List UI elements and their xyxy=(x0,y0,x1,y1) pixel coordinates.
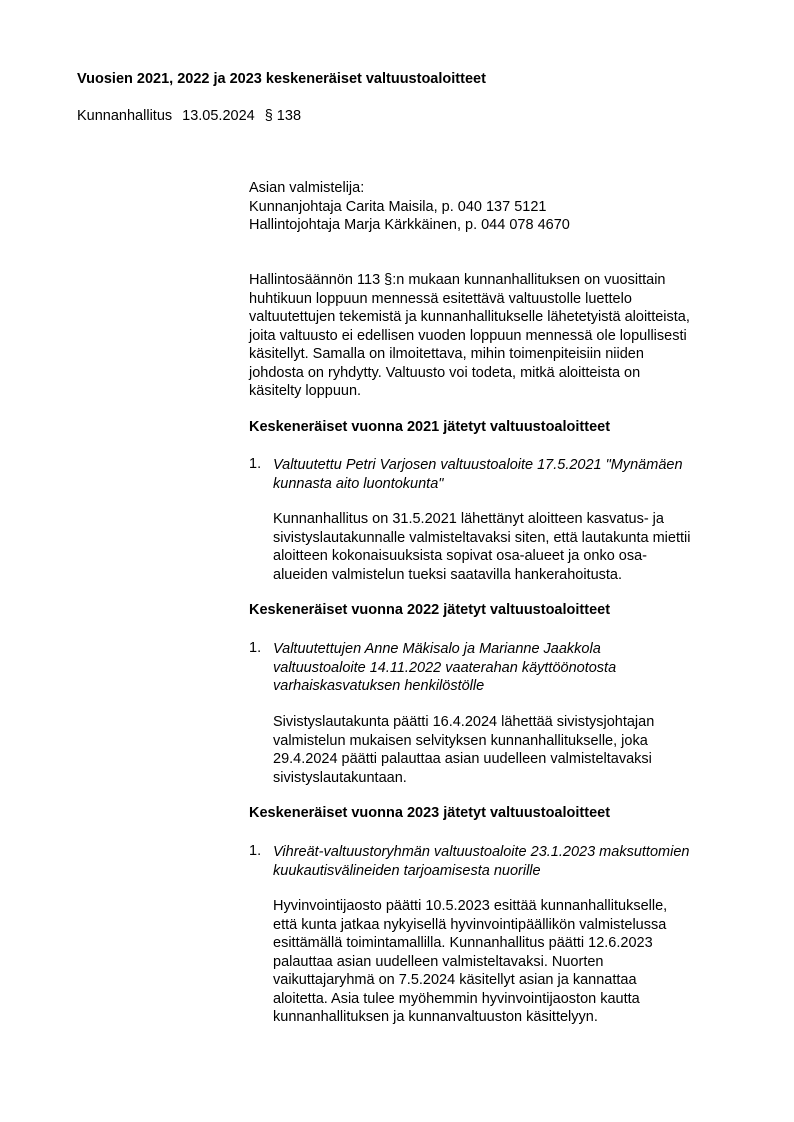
body-line: Sivistyslautakunta päätti 16.4.2024 lähettää sivistysjohtajan xyxy=(273,714,655,730)
initiative-body-2021 xyxy=(249,510,749,584)
initiative-2023 xyxy=(249,843,749,880)
initiative-2021 xyxy=(249,456,749,493)
intro-line: käsitellyt. Samalla on ilmoitettava, mihin toimenpiteisiin niiden xyxy=(249,346,644,362)
meeting-date: 13.05.2024 xyxy=(182,108,255,124)
preparer-line: Kunnanjohtaja Carita Maisila, p. 040 137 5121 xyxy=(249,198,547,215)
body-line: Hyvinvointijaosto päätti 10.5.2023 esittää kunnanhallitukselle, xyxy=(273,898,668,914)
initiative-number: 1. xyxy=(249,456,262,472)
intro-line: käsitelty loppuun. xyxy=(249,383,362,399)
body-line: 29.4.2024 päätti palauttaa asian uudelleen valmisteltavaksi xyxy=(273,751,652,767)
intro-line: Hallintosäännön 113 §:n mukaan kunnanhallituksen on vuosittain xyxy=(249,272,666,288)
meeting-section: § 138 xyxy=(264,108,302,124)
body-line: valmistelun mukaisen selvityksen kunnanhallitukselle, joka xyxy=(273,732,648,749)
intro-line: johdosta on ryhdytty. Valtuusto voi todeta, mitkä aloitteista on xyxy=(249,364,641,381)
initiative-title xyxy=(273,843,749,880)
preparer-line: Hallintojohtaja Marja Kärkkäinen, p. 044 078 4670 xyxy=(249,217,570,233)
initiative-number: 1. xyxy=(249,640,262,656)
body-line: että kunta jatkaa nykyisellä hyvinvointipäällikön valmistelussa xyxy=(273,916,667,933)
initiative-title-line: kuukautisvälineiden tarjoamisesta nuorille xyxy=(273,862,541,879)
initiative-title-line: varhaiskasvatuksen henkilöstölle xyxy=(273,678,485,694)
section-heading-2021: Keskeneräiset vuonna 2021 jätetyt valtuustoaloitteet xyxy=(249,419,611,435)
initiative-2022 xyxy=(249,640,749,696)
body-line: esittämällä toimintamallilla. Kunnanhallitus päätti 12.6.2023 xyxy=(273,935,653,951)
initiative-title-line: valtuustoaloite 14.11.2022 vaaterahan käyttöönotosta xyxy=(273,659,617,676)
body-line: aloitetta. Asia tulee myöhemmin hyvinvointijaoston kautta xyxy=(273,990,640,1007)
meeting-info xyxy=(77,108,311,124)
initiative-number: 1. xyxy=(249,843,262,859)
initiative-title-line: kunnasta aito luontokunta" xyxy=(273,475,444,492)
section-heading-2022: Keskeneräiset vuonna 2022 jätetyt valtuustoaloitteet xyxy=(249,602,611,618)
preparers-label: Asian valmistelija: xyxy=(249,180,365,196)
initiative-body-2023 xyxy=(249,897,749,1027)
body-line: palauttaa asian uudelleen valmisteltavaksi. Nuorten xyxy=(273,953,604,970)
intro-line: valtuutettujen tekemistä ja kunnanhallitukselle lähetetyistä aloitteista, xyxy=(249,309,690,325)
body-line: sivistyslautakunnalle valmisteltavaksi siten, että lautakunta miettii xyxy=(273,529,691,546)
initiative-title xyxy=(273,640,749,696)
meeting-body: Kunnanhallitus xyxy=(77,108,173,124)
intro-line: huhtikuun loppuun mennessä esitettävä valtuustolle luettelo xyxy=(249,290,632,307)
body-line: Kunnanhallitus on 31.5.2021 lähettänyt aloitteen kasvatus- ja xyxy=(273,511,664,527)
body-line: alueiden valmistelun tueksi saatavilla hankerahoitusta. xyxy=(273,566,623,583)
initiative-body-2022 xyxy=(249,713,749,787)
intro-line: joita valtuusto ei edellisen vuoden loppuun mennessä ole lopullisesti xyxy=(249,327,687,344)
section-heading-2023: Keskeneräiset vuonna 2023 jätetyt valtuustoaloitteet xyxy=(249,805,611,821)
page-title: Vuosien 2021, 2022 ja 2023 keskeneräiset valtuustoaloitteet xyxy=(77,71,486,87)
preparers-block xyxy=(249,179,749,235)
body-line: aloitteen kokonaisuuksista sopivat osa-alueet ja onko osa- xyxy=(273,548,648,564)
body-line: vaikuttajaryhmä on 7.5.2024 käsitellyt asian ja kannattaa xyxy=(273,972,637,988)
body-line: sivistyslautakuntaan. xyxy=(273,769,407,786)
body-line: kunnanhallituksen ja kunnanvaltuuston käsittelyyn. xyxy=(273,1009,598,1025)
intro-paragraph xyxy=(249,271,749,401)
initiative-title-line: Vihreät-valtuustoryhmän valtuustoaloite 23.1.2023 maksuttomien xyxy=(273,844,690,860)
initiative-title-line: Valtuutettujen Anne Mäkisalo ja Marianne Jaakkola xyxy=(273,641,601,657)
initiative-title xyxy=(273,456,749,493)
initiative-title-line: Valtuutettu Petri Varjosen valtuustoaloite 17.5.2021 "Mynämäen xyxy=(273,457,683,473)
